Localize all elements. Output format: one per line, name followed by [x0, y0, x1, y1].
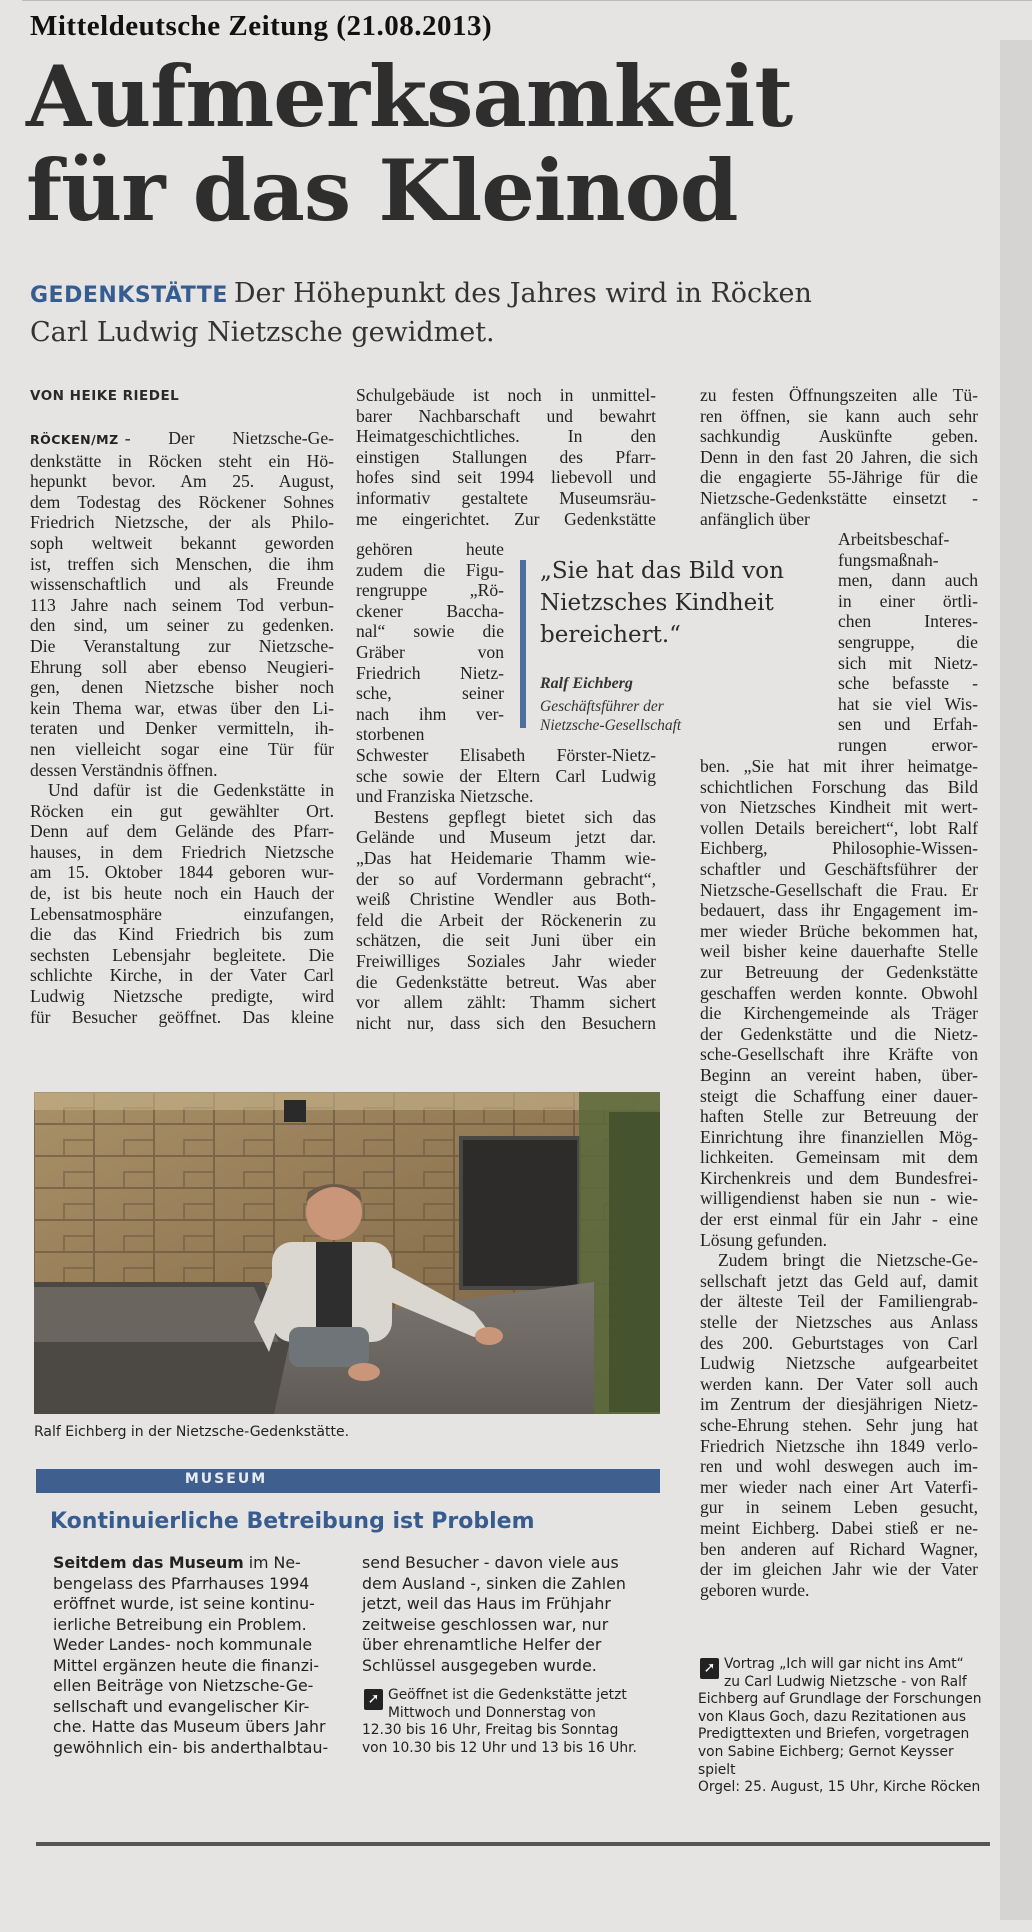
column-1-line: schlichte Kirche, in der Vater Carl [30, 965, 334, 986]
column-2-line: Heimatgeschichtliches. In den [356, 426, 656, 447]
dateline: RÖCKEN/MZ [30, 432, 119, 447]
column-3-line: meint Eichberg. Dabei stieß er ne- [700, 1517, 978, 1538]
column-1-line: Röcken ein gut gewählter Ort. [30, 800, 334, 821]
column-3-narrow-line: sengruppe, die [838, 631, 978, 652]
column-1-line: die das Kind Friedrich bis zum [30, 924, 334, 945]
column-3-line: der erst einmal für ein Jahr - eine [700, 1209, 978, 1230]
column-3-line: von Nietzsches Kindheit mit wert- [700, 797, 978, 818]
column-2-narrow-line: ckener Baccha- [356, 600, 504, 621]
column-3-line: der älteste Teil der Familiengrab- [700, 1291, 978, 1312]
museum-box-left-line: bengelass des Pfarrhauses 1994 [53, 1573, 310, 1593]
column-2-narrow-line: zudem die Figu- [356, 559, 504, 580]
opening-hours-line: 12.30 bis 16 Uhr, Freitag bis Sonntag [362, 1722, 619, 1739]
museum-box-right-line: jetzt, weil das Haus im Frühjahr [362, 1594, 611, 1613]
museum-box-lead-rest: im Ne- [243, 1553, 301, 1572]
photo-caption: Ralf Eichberg in der Nietzsche-Gedenkstätte. [34, 1424, 350, 1440]
event-info-line: von Sabine Eichberg; Gernot Keysser spielt [698, 1743, 954, 1778]
column-3-line: ren öffnen, sie kann auch sehr [700, 405, 978, 426]
column-2-line: die Gedenkstätte betreut. Was aber [356, 971, 656, 992]
column-2-line: Gelände und Museum jetzt dar. [356, 827, 656, 848]
column-3-narrow-line: sen und Erfah- [838, 714, 978, 735]
column-2-line: Schwester Elisabeth Förster-Nietz- [356, 745, 656, 765]
column-1-line: Die Veranstaltung zur Nietzsche- [30, 635, 334, 656]
quote-line: „Sie hat das Bild von [540, 558, 784, 584]
page-edge-shadow [1000, 40, 1032, 1920]
column-3-line: gur in seinem Leben gesucht, [700, 1497, 978, 1518]
column-1-first-line [30, 428, 334, 451]
event-info-line: zu Carl Ludwig Nietzsche - von Ralf [724, 1673, 967, 1690]
column-3-line: im Zentrum der diesjährigen Nietz- [700, 1394, 978, 1415]
museum-box-left-line: eröffnet wurde, ist seine kontinu- [53, 1594, 315, 1613]
column-3-line: schaftler und Geschäftsführer der [700, 858, 978, 879]
column-2-narrow-line: nal“ sowie die [356, 621, 504, 642]
column-2-line: feld die Arbeit der Röckenerin zu [356, 909, 656, 930]
article-column-3-top [700, 385, 978, 529]
column-3-narrow-line: sich mit Nietz- [838, 652, 978, 673]
column-3-line: ben anderen auf Richard Wagner, [700, 1538, 978, 1559]
column-2-narrow-line: Friedrich Nietz- [356, 662, 504, 683]
column-3-line: Ludwig Nietzsche aufgearbeitet [700, 1353, 978, 1374]
column-3-line: Nietzsche-Gesellschaft die Frau. Er [700, 879, 978, 900]
column-3-line: des 200. Geburtstages von Carl [700, 1332, 978, 1353]
event-info-line: Eichberg auf Grundlage der Forschungen [698, 1691, 982, 1708]
column-2-narrow-line: nach ihm ver- [356, 703, 504, 724]
column-3-line: stelle der Nietzsches aus Anlass [700, 1312, 978, 1333]
article-column-2-beside-quote [356, 539, 504, 745]
column-3-line: die Kirchengemeinde als Träger [700, 1003, 978, 1024]
column-2-line: informativ gestaltete Museumsräu- [356, 487, 656, 508]
event-info-line: Vortrag „Ich will gar nicht ins Amt“ [724, 1656, 964, 1672]
column-2-line: nicht nur, dass sich den Besuchern [356, 1012, 656, 1033]
column-3-line: haften Stelle zur Betreuung der [700, 1106, 978, 1127]
column-3-line: der im gleichen Jahr wie der Vater [700, 1559, 978, 1580]
column-1-line: für Besucher geöffnet. Das kleine [30, 1006, 334, 1027]
column-2-narrow-line: sche, seiner [356, 683, 504, 704]
column-2-narrow-line: storbenen [356, 724, 425, 745]
column-1-line: - Der Nietzsche-Ge- [124, 428, 334, 448]
subhead-line-1: Der Höhepunkt des Jahres wird in Röcken [233, 278, 812, 309]
column-2-line: „Das hat Heidemarie Thamm wie- [356, 847, 656, 868]
column-3-line: sachkundig Auskünfte geben. [700, 426, 978, 447]
article-column-3-beside-quote [838, 529, 978, 756]
bottom-rule [36, 1842, 990, 1846]
museum-box-right-line: über ehrenamtliche Helfer der [362, 1635, 602, 1654]
column-3-line: Beginn an vereint haben, über- [700, 1064, 978, 1085]
column-2-narrow-line: gehören heute [356, 539, 504, 559]
museum-box-left-line: ierliche Betreibung ein Problem. [53, 1614, 307, 1634]
column-3-narrow-line: rungen erwor- [838, 734, 978, 755]
museum-box-left-line: sellschaft und evangelischer Kir- [53, 1696, 310, 1716]
museum-box-column-left [53, 1553, 348, 1758]
quote-author-role [540, 697, 681, 735]
headline-line-1: Aufmerksamkeit [26, 47, 793, 146]
column-1-line: 113 Jahre nach seinem Tod verbun- [30, 594, 334, 615]
column-2-line: und Franziska Nietzsche. [356, 786, 534, 807]
museum-box-left-line: Weder Landes- noch kommunale [53, 1635, 313, 1654]
column-2-line: der so auf Vordermann gebracht“, [356, 868, 656, 889]
column-3-line: willigendienst haben sie nun - wie- [700, 1188, 978, 1209]
column-3-line: bedauert, dass ihr Engagement im- [700, 900, 978, 921]
column-3-narrow-line: in einer örtli- [838, 590, 978, 611]
column-3-line: zur Betreuung der Gedenkstätte [700, 961, 978, 982]
museum-box-right-line: Schlüssel ausgegeben wurde. [362, 1655, 597, 1675]
column-1-line: den sind, um seiner zu gedenken. [30, 615, 334, 636]
info-arrow-icon-2: ➚ [700, 1658, 719, 1679]
column-3-narrow-line: sche befasste - [838, 673, 978, 694]
column-1-line: am 15. Oktober 1844 geboren wur- [30, 862, 334, 883]
column-1-line: sechsten Lebensjahr begleitete. Die [30, 944, 334, 965]
column-3-line: Denn in den fast 20 Jahren, die sich [700, 446, 978, 467]
event-info-line: von Klaus Goch, dazu Rezitationen aus [698, 1708, 967, 1725]
column-3-line: Friedrich Nietzsche ihn 1849 verlo- [700, 1435, 978, 1456]
column-1-line: Friedrich Nietzsche, der als Philo- [30, 512, 334, 533]
photo-illustration [34, 1092, 660, 1414]
column-2-line: Freiwilliges Soziales Jahr wieder [356, 950, 656, 971]
pull-quote [540, 555, 840, 651]
column-3-line: ren und wohl deswegen auch im- [700, 1456, 978, 1477]
column-3-line: mer wieder nach einer Art Vaterfi- [700, 1476, 978, 1497]
quote-line: bereichert.“ [540, 622, 681, 648]
article-column-3-bottom [700, 756, 978, 1600]
column-3-line: steigt die Schaffung einer dauer- [700, 1085, 978, 1106]
column-1-line: Ludwig Nietzsche predigte, wird [30, 986, 334, 1007]
article-column-2-top [356, 385, 656, 529]
column-2-line: schätzen, die seit Juni über ein [356, 930, 656, 951]
event-info-line: Orgel: 25. August, 15 Uhr, Kirche Röcken [698, 1779, 981, 1796]
article-column-2-bottom [356, 745, 656, 1033]
quote-author: Ralf Eichberg [540, 675, 633, 692]
column-3-line: werden kann. Der Vater soll auch [700, 1373, 978, 1394]
museum-box-left-line: ellen Beiträge von Nietzsche-Ge- [53, 1676, 314, 1695]
opening-hours-line: von 10.30 bis 12 Uhr und 13 bis 16 Uhr. [362, 1739, 637, 1756]
byline: VON HEIKE RIEDEL [30, 388, 180, 404]
column-3-line: die engagierte 55-Jährige für die [700, 467, 978, 488]
museum-box-right-line: dem Ausland -, sinken die Zahlen [362, 1573, 626, 1593]
column-2-line: me eingerichtet. Zur Gedenkstätte [356, 508, 656, 529]
opening-hours [362, 1687, 662, 1757]
column-2-line: vor allem zählt: Thamm sichert [356, 992, 656, 1013]
museum-box-left-line: che. Hatte das Museum übers Jahr [53, 1717, 326, 1736]
photo-ralf-eichberg [34, 1092, 660, 1414]
column-2-line: hofes sind seit 1994 liebevoll und [356, 467, 656, 488]
column-3-narrow-line: hat sie viel Wis- [838, 693, 978, 714]
column-3-narrow-line: men, dann auch [838, 570, 978, 591]
headline [26, 47, 793, 240]
column-3-line: Eichberg, Philosophie-Wissen- [700, 838, 978, 859]
column-2-line: einstigen Stallungen des Pfarr- [356, 446, 656, 467]
column-1-line: ist, treffen sich Menschen, die ihm [30, 553, 334, 574]
column-3-line: sche-Gesellschaft ihre Kräfte von [700, 1044, 978, 1065]
column-1-line: dem Todestag des Röckener Sohnes [30, 491, 334, 512]
column-3-line: Kirchenkreis und dem Bundesfrei- [700, 1167, 978, 1188]
column-2-narrow-line: rengruppe „Rö- [356, 580, 504, 601]
kicker: GEDENKSTÄTTE [30, 283, 228, 308]
museum-box-left-line: Mittel ergänzen heute die finanzi- [53, 1655, 320, 1675]
column-3-narrow-line: fungsmaßnah- [838, 549, 939, 570]
column-3-line: sellschaft jetzt das Geld auf, damit [700, 1270, 978, 1291]
opening-hours-line: Mittwoch und Donnerstag von [388, 1704, 596, 1721]
column-2-line: Schulgebäude ist noch in unmittel- [356, 385, 656, 405]
column-1-line: soph weltweit bekannt geworden [30, 532, 334, 553]
column-3-line: Einrichtung ihre finanziellen Mög- [700, 1126, 978, 1147]
column-3-line: vollen Details bereichert“, lobt Ralf [700, 817, 978, 838]
column-3-line: schichtlichen Forschung das Bild [700, 776, 978, 797]
quote-bar [520, 560, 526, 728]
column-2-line: sche sowie der Eltern Carl Ludwig [356, 765, 656, 786]
column-3-line: Lösung gefunden. [700, 1229, 828, 1250]
column-3-line: geboren wurde. [700, 1579, 810, 1600]
column-2-line: weiß Christine Wendler aus Both- [356, 889, 656, 910]
museum-section-label: MUSEUM [184, 1471, 268, 1487]
column-3-line: Zudem bringt die Nietzsche-Ge- [718, 1250, 978, 1271]
museum-box-right-line: zeitweise geschlossen war, nur [362, 1614, 609, 1634]
quote-role-line: Nietzsche-Gesellschaft [540, 717, 682, 734]
museum-box-lead: Seitdem das Museum [53, 1553, 244, 1572]
column-3-line: zu festen Öffnungszeiten alle Tü- [700, 385, 978, 405]
column-3-line: der Gedenkstätte und die Nietz- [700, 1023, 978, 1044]
column-3-narrow-line: chen Interes- [838, 611, 978, 632]
column-1-line: Ehrung soll aber ebenso Neugieri- [30, 656, 334, 677]
column-1-paragraph-1 [30, 428, 334, 780]
column-1-line: teraten und Denker vermitteln, ih- [30, 718, 334, 739]
column-2-line: barer Nachbarschaft und bewahrt [356, 405, 656, 426]
column-3-line: weil bisher keine dauerhafte Stelle [700, 941, 978, 962]
column-3-line: mer wieder Brüche bekommen hat, [700, 920, 978, 941]
column-1-paragraph-2 [30, 780, 334, 1027]
event-info-line: Predigttexten und Briefen, vorgetragen [698, 1726, 970, 1743]
museum-box-right-line: send Besucher - davon viele aus [362, 1553, 619, 1572]
museum-box-column-right [362, 1553, 660, 1676]
column-3-line: ben. „Sie hat mit ihrer heimatge- [700, 756, 978, 776]
top-rule [22, 0, 1032, 1]
quote-line: Nietzsches Kindheit [540, 590, 774, 616]
column-3-line: lichkeiten. Gemeinsam mit dem [700, 1147, 978, 1168]
column-2-narrow-line: Gräber von [356, 641, 504, 662]
column-1-line: hepunkt bevor. Am 25. August, [30, 471, 334, 492]
column-1-line: dessen Verständnis öffnen. [30, 759, 218, 780]
column-3-line: Nietzsche-Gedenkstätte einsetzt - [700, 487, 978, 508]
column-1-line: wissenschaftlich und als Freunde [30, 574, 334, 595]
column-1-line: kein Thema war, etwas über den Li- [30, 697, 334, 718]
subhead-line-2: Carl Ludwig Nietzsche gewidmet. [30, 317, 495, 348]
column-1-line: gen, denen Nietzsche bisher noch [30, 677, 334, 698]
source-line: Mitteldeutsche Zeitung (21.08.2013) [30, 10, 493, 42]
column-1-line: Lebensatmosphäre einzufangen, [30, 903, 334, 924]
column-1-line: Und dafür ist die Gedenkstätte in [48, 780, 334, 801]
column-3-line: anfänglich über [700, 508, 810, 529]
column-2-line: Bestens gepflegt bietet sich das [374, 806, 656, 827]
column-1-line: hauses, in dem Friedrich Nietzsche [30, 841, 334, 862]
info-arrow-icon: ➚ [364, 1689, 383, 1710]
column-3-line: geschaffen werden konnte. Obwohl [700, 982, 978, 1003]
subheadline [30, 275, 930, 351]
column-1-line: nen vielleicht sogar eine Tür für [30, 738, 334, 759]
museum-box-left-line: gewöhnlich ein- bis anderthalbtau- [53, 1737, 329, 1757]
column-1-line: de, ist bis heute noch ein Hauch der [30, 883, 334, 904]
opening-hours-line: Geöffnet ist die Gedenkstätte jetzt [388, 1687, 627, 1703]
article-column-1 [30, 428, 334, 1027]
column-3-narrow-line: Arbeitsbeschaf- [838, 529, 950, 549]
column-1-line: denkstätte in Röcken steht ein Hö- [30, 450, 334, 471]
museum-box-headline: Kontinuierliche Betreibung ist Problem [50, 1509, 535, 1534]
event-info [698, 1656, 988, 1797]
quote-role-line: Geschäftsführer der [540, 698, 664, 715]
column-3-line: sche-Ehrung stehen. Sehr jung hat [700, 1415, 978, 1435]
headline-line-2: für das Kleinod [26, 141, 738, 240]
column-1-line: Denn auf dem Gelände des Pfarr- [30, 821, 334, 842]
